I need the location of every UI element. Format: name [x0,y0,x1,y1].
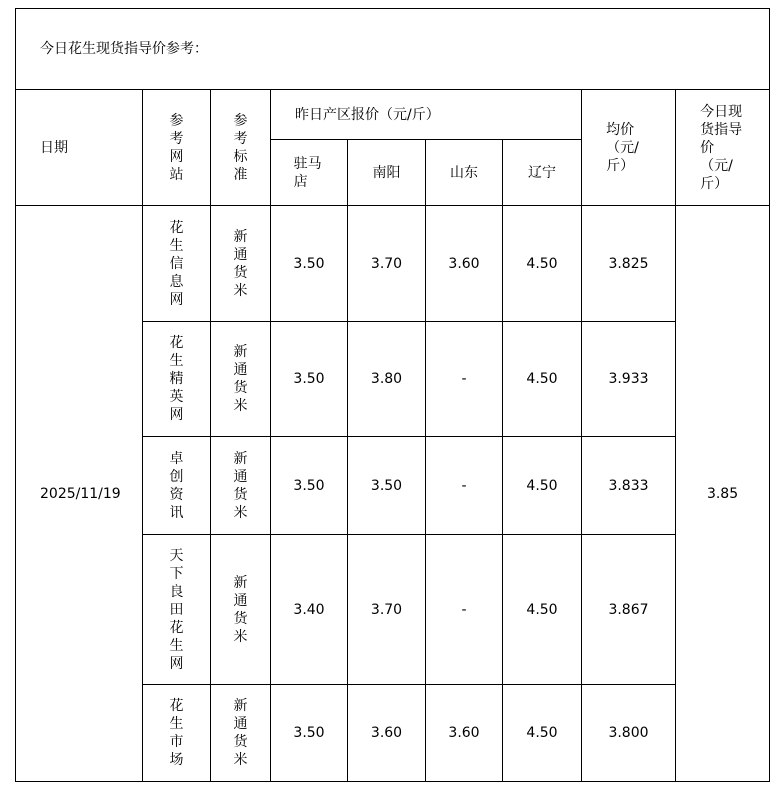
header-region-liaoning: 辽宁 [503,140,582,206]
header-avg: 均价（元/斤） [582,90,676,206]
header-standard: 参考标准 [211,90,271,206]
price-shandong: 3.60 [426,206,503,322]
avg-cell: 3.825 [582,206,676,322]
table-title: 今日花生现货指导价参考： [16,9,770,90]
price-table [15,8,770,782]
price-nanyang: 3.80 [348,322,426,437]
header-prev-price: 昨日产区报价（元/斤） [271,90,582,140]
price-nanyang: 3.70 [348,535,426,685]
price-liaoning: 4.50 [503,685,582,782]
price-shandong: 3.60 [426,685,503,782]
standard-cell: 新通货米 [211,322,271,437]
header-today-guide: 今日现货指导价（元/斤） [676,90,770,206]
standard-cell: 新通货米 [211,437,271,535]
avg-cell: 3.800 [582,685,676,782]
price-zhumadian: 3.50 [271,437,348,535]
standard-cell: 新通货米 [211,206,271,322]
price-zhumadian: 3.40 [271,535,348,685]
price-nanyang: 3.60 [348,685,426,782]
price-zhumadian: 3.50 [271,685,348,782]
header-region-shandong: 山东 [426,140,503,206]
header-region-nanyang: 南阳 [348,140,426,206]
avg-cell: 3.867 [582,535,676,685]
price-liaoning: 4.50 [503,437,582,535]
standard-cell: 新通货米 [211,685,271,782]
site-cell: 花生市场 [143,685,211,782]
price-zhumadian: 3.50 [271,206,348,322]
avg-cell: 3.833 [582,437,676,535]
site-cell: 卓创资讯 [143,437,211,535]
price-liaoning: 4.50 [503,322,582,437]
price-nanyang: 3.70 [348,206,426,322]
site-cell: 花生信息网 [143,206,211,322]
site-cell: 花生精英网 [143,322,211,437]
site-cell: 天下良田花生网 [143,535,211,685]
price-shandong: - [426,322,503,437]
standard-cell: 新通货米 [211,535,271,685]
avg-cell: 3.933 [582,322,676,437]
today-price-cell: 3.85 [676,206,770,782]
header-date: 日期 [16,90,143,206]
title-row [16,9,770,90]
price-shandong: - [426,437,503,535]
price-shandong: - [426,535,503,685]
date-cell: 2025/11/19 [16,206,143,782]
header-site: 参考网站 [143,90,211,206]
header-region-zhumadian: 驻马店 [271,140,348,206]
header-row-1 [16,90,770,140]
price-nanyang: 3.50 [348,437,426,535]
price-zhumadian: 3.50 [271,322,348,437]
price-liaoning: 4.50 [503,206,582,322]
price-liaoning: 4.50 [503,535,582,685]
table-row [16,206,770,322]
